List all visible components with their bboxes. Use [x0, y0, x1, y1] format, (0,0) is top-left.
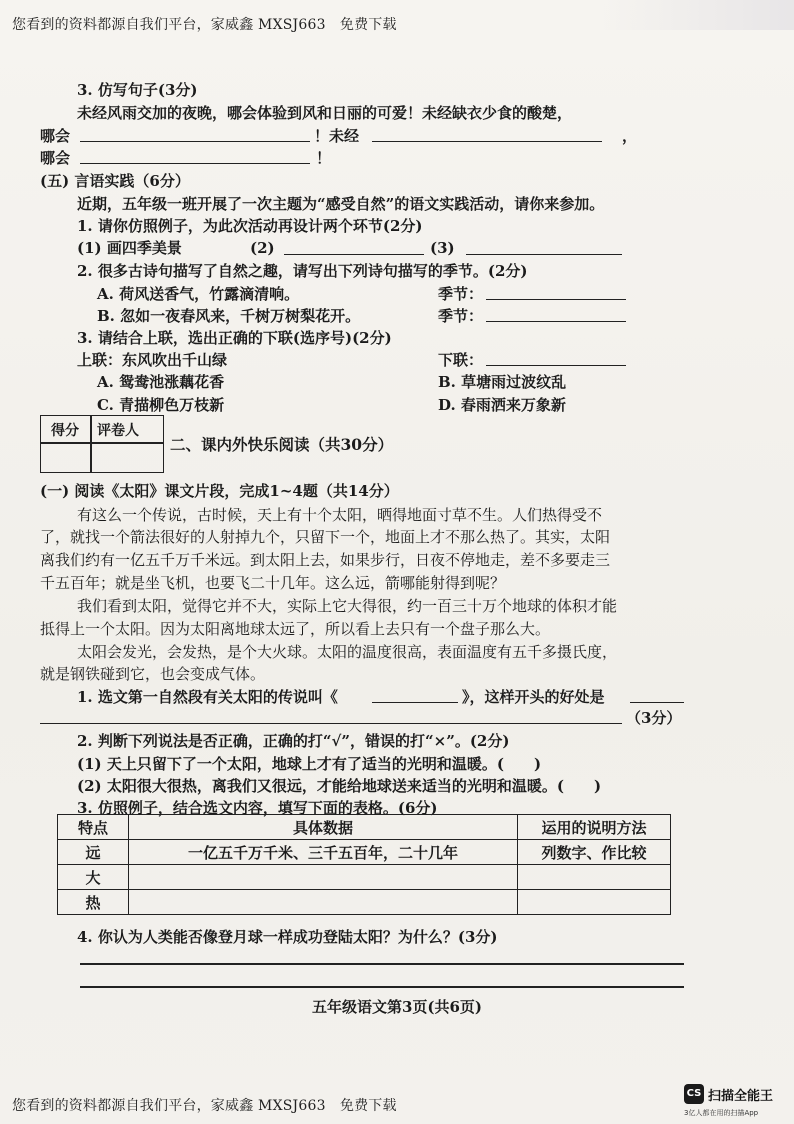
camscanner-logo: [684, 1084, 790, 1120]
r1-q1-score: （3分）: [626, 709, 682, 727]
s5-q2-a: A. 荷风送香气，竹露滴清响。: [97, 285, 300, 303]
table-cell-method[interactable]: [518, 865, 671, 890]
s5-q3: 3. 请结合上联，选出正确的下联(选序号)(2分): [77, 329, 392, 347]
q3-blank-3[interactable]: [80, 162, 310, 164]
table-row: [58, 865, 671, 890]
passage-p3-line1: 太阳会发光，会发热，是个大火球。太阳的温度很高，表面温度有五千多摄氏度，: [77, 643, 618, 661]
passage-p1-line2: 了，就找一个箭法很好的人射掉九个，只留下一个，地面上才不那么热了。其实，太阳: [40, 528, 611, 546]
q3-blank-2[interactable]: [372, 140, 602, 142]
q3-example: 未经风雨交加的夜晚，哪会体验到风和日丽的可爱！未经缺衣少食的酸楚，: [77, 104, 573, 122]
score-label: 得分: [51, 423, 79, 439]
s5-q1-blank-2[interactable]: [284, 253, 424, 255]
passage-p3-line2: 就是钢铁碰到它，也会变成气体。: [40, 665, 266, 683]
s5-q2-b-blank[interactable]: [486, 320, 626, 322]
table-header-cell: 具体数据: [129, 815, 518, 840]
s5-lower-label: 下联：: [438, 351, 484, 369]
watermark-bottom: 您看到的资料都源自我们平台，家威鑫 MXSJ663 免费下载: [12, 1098, 397, 1114]
table-cell-data: 一亿五千万千米、三千五百年，二十几年: [129, 840, 518, 865]
table-cell-feature: 远: [58, 840, 129, 865]
table-cell-feature: 热: [58, 890, 129, 915]
table-row: [58, 840, 671, 865]
r1-q2-1: (1) 天上只留下了一个太阳，地球上才有了适当的光明和温暖。( ): [77, 755, 542, 773]
watermark-top: 您看到的资料都源自我们平台，家威鑫 MXSJ663 免费下载: [12, 17, 397, 33]
q3-blank-1[interactable]: [80, 140, 310, 142]
s5-q1-b: (2): [250, 239, 275, 257]
r1-q1-b: 》，这样开头的好处是: [462, 688, 605, 706]
reading1-title: (一) 阅读《太阳》课文片段，完成1~4题（共14分）: [40, 482, 399, 500]
table-cell-data[interactable]: [129, 890, 518, 915]
passage-p1-line1: 有这么一个传说，古时候，天上有十个太阳，晒得地面寸草不生。人们热得受不: [77, 506, 603, 524]
passage-p2-line2: 抵得上一个太阳。因为太阳离地球太远了，所以看上去只有一个盘子那么大。: [40, 620, 551, 638]
s5-q1-a: (1) 画四季美景: [77, 239, 182, 257]
table-cell-method: 列数字、作比较: [518, 840, 671, 865]
r1-q4: 4. 你认为人类能否像登月球一样成功登陆太阳？为什么？(3分): [77, 928, 498, 946]
q3-line2-end: ！: [316, 149, 332, 167]
q3-line1-end: ，: [622, 127, 638, 145]
s5-q1-c: (3): [430, 239, 455, 257]
scan-shadow: [600, 0, 794, 30]
feature-table: [57, 814, 671, 915]
r1-q1-a: 1. 选文第一自然段有关太阳的传说叫《: [77, 688, 338, 706]
part2-title: 二、课内外快乐阅读（共30分）: [170, 435, 394, 454]
table-cell-method[interactable]: [518, 890, 671, 915]
score-box-divider: [90, 416, 92, 472]
s5-q2-a-season-label: 季节：: [438, 285, 484, 303]
s5-lower-blank[interactable]: [486, 364, 626, 366]
s5-q2-b-season-label: 季节：: [438, 307, 484, 325]
answer-line-2[interactable]: [80, 986, 684, 988]
s5-opt-c: C. 青描柳色万枝新: [97, 396, 225, 414]
section5-intro: 近期，五年级一班开展了一次主题为“感受自然”的语文实践活动，请你来参加。: [77, 195, 605, 213]
passage-p1-line3: 离我们约有一亿五千万千米远。到太阳上去，如果步行，日夜不停地走，差不多要走三: [40, 551, 611, 569]
score-box-divider: [41, 442, 163, 444]
r1-q3: 3. 仿照例子，结合选文内容，填写下面的表格。(6分): [77, 799, 438, 817]
s5-opt-a: A. 鸳鸯池涨藕花香: [97, 373, 225, 391]
q3-line1-prefix: 哪会: [40, 127, 71, 145]
table-header-cell: 运用的说明方法: [518, 815, 671, 840]
score-box: [40, 415, 164, 473]
table-row: [58, 890, 671, 915]
s5-q1-blank-3[interactable]: [466, 253, 622, 255]
table-cell-data[interactable]: [129, 865, 518, 890]
s5-q2-a-blank[interactable]: [486, 298, 626, 300]
s5-opt-d: D. 春雨洒来万象新: [438, 396, 566, 414]
s5-upper: 上联：东风吹出千山绿: [77, 351, 228, 369]
r1-q1-blank-benefit[interactable]: [630, 701, 684, 703]
r1-q2: 2. 判断下列说法是否正确，正确的打“√”，错误的打“×”。(2分): [77, 732, 510, 750]
q3-line2-prefix: 哪会: [40, 149, 71, 167]
page-footer: 五年级语文第3页(共6页): [311, 998, 483, 1016]
s5-opt-b: B. 草塘雨过波纹乱: [438, 373, 567, 391]
s5-q1: 1. 请你仿照例子，为此次活动再设计两个环节(2分): [77, 217, 423, 235]
s5-q2: 2. 很多古诗句描写了自然之趣，请写出下列诗句描写的季节。(2分): [77, 262, 528, 280]
table-header-row: [58, 815, 671, 840]
logo-tagline: 3亿人都在用的扫描App: [684, 1109, 759, 1117]
answer-line-1[interactable]: [80, 963, 684, 965]
r1-q1-blank-benefit-2[interactable]: [40, 722, 622, 724]
grader-label: 评卷人: [97, 423, 139, 439]
passage-p1-line4: 千五百年；就是坐飞机，也要飞二十几年。这么远，箭哪能射得到呢？: [40, 574, 506, 592]
section5-title: (五) 言语实践（6分）: [40, 172, 190, 190]
logo-name: 扫描全能王: [708, 1089, 774, 1104]
camscanner-icon: CS: [684, 1084, 704, 1104]
passage-p2-line1: 我们看到太阳，觉得它并不大，实际上它大得很，约一百三十万个地球的体积才能: [77, 597, 618, 615]
table-cell-feature: 大: [58, 865, 129, 890]
s5-q2-b: B. 忽如一夜春风来，千树万树梨花开。: [97, 307, 361, 325]
r1-q2-2: (2) 太阳很大很热，离我们又很远，才能给地球送来适当的光明和温暖。( ): [77, 777, 602, 795]
q3-title: 3. 仿写句子(3分): [77, 81, 198, 99]
table-header-cell: 特点: [58, 815, 129, 840]
r1-q1-blank-title[interactable]: [372, 701, 458, 703]
q3-line1-mid: ！未经: [314, 127, 360, 145]
